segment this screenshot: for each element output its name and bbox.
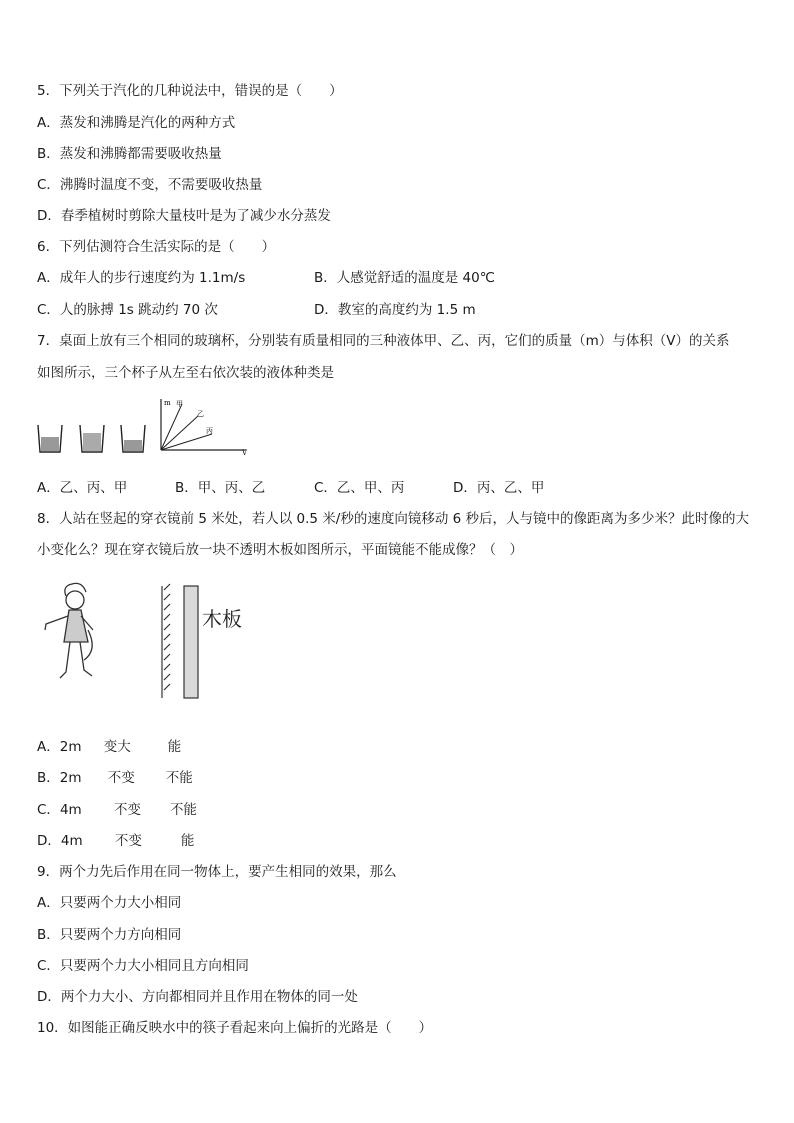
q8-c-img: 不能 [169, 802, 197, 818]
q7-option-b: B．甲、丙、乙 [175, 480, 266, 496]
q8-b-dist: 2m [59, 770, 82, 786]
graph-bing-label: 丙 [206, 427, 213, 435]
q9-option-b: B．只要两个力方向相同 [37, 927, 182, 943]
wooden-board [184, 586, 198, 698]
q8-stem-line2: 小变化么？现在穿衣镜后放一块不透明木板如图所示，平面镜能不能成像？（ ） [37, 542, 523, 558]
graph-jia-label: 甲 [176, 400, 183, 408]
q8-mirror-figure [40, 580, 260, 710]
q8-option-b [37, 769, 193, 787]
girl-figure [45, 583, 93, 678]
graph-yi-label: 乙 [197, 410, 204, 418]
mirror [162, 584, 170, 698]
graph-m-label: m [164, 399, 171, 407]
q8-c-dist: 4m [59, 802, 82, 818]
q7-mass-volume-graph [154, 396, 250, 456]
q8-b-letter: B． [37, 770, 60, 786]
q8-stem-line1: 8．人站在竖起的穿衣镜前 5 米处，若人以 0.5 米/秒的速度向镜移动 6 秒后，人与镜中的像距离为多少米？此时像的大 [37, 511, 750, 527]
q8-d-img: 能 [180, 833, 195, 849]
q8-option-c [37, 801, 197, 819]
q7-stem-line2: 如图所示，三个杯子从左至右依次装的液体种类是 [37, 365, 334, 381]
q8-a-size: 变大 [103, 739, 131, 755]
q10-stem: 10．如图能正确反映水中的筷子看起来向上偏折的光路是（ ） [37, 1020, 433, 1036]
graph-v-label: V [242, 449, 248, 456]
q5-option-a: A．蒸发和沸腾是汽化的两种方式 [37, 115, 236, 131]
q8-a-img: 能 [167, 739, 182, 755]
q9-option-c: C．只要两个力大小相同且方向相同 [37, 958, 249, 974]
q8-d-size: 不变 [114, 833, 142, 849]
q7-option-c: C．乙、甲、丙 [314, 480, 405, 496]
q5-stem: 5．下列关于汽化的几种说法中，错误的是（ ） [37, 83, 343, 99]
board-label: 木板 [202, 607, 242, 631]
q8-c-letter: C． [37, 802, 60, 818]
q7-option-a: A．乙、丙、甲 [37, 480, 128, 496]
q6-option-b: B．人感觉舒适的温度是 40℃ [314, 270, 495, 286]
q8-d-dist: 4m [60, 833, 83, 849]
q5-option-c: C．沸腾时温度不变，不需要吸收热量 [37, 177, 263, 193]
q8-option-a [37, 738, 181, 756]
q8-c-size: 不变 [113, 802, 141, 818]
q5-option-b: B．蒸发和沸腾都需要吸收热量 [37, 146, 222, 162]
q5-option-d: D．春季植树时剪除大量枝叶是为了减少水分蒸发 [37, 208, 331, 224]
q8-a-letter: A． [37, 739, 60, 755]
q7-option-d: D．丙、乙、甲 [453, 480, 545, 496]
q6-option-a: A．成年人的步行速度约为 1.1m/s [37, 270, 246, 286]
q8-b-img: 不能 [165, 770, 193, 786]
beaker-middle [80, 425, 104, 452]
q9-option-a: A．只要两个力大小相同 [37, 895, 182, 911]
q6-option-d: D．教室的高度约为 1.5 m [314, 302, 476, 318]
q8-b-size: 不变 [107, 770, 135, 786]
q8-d-letter: D． [37, 833, 61, 849]
beaker-right [121, 425, 145, 452]
q6-stem: 6．下列估测符合生活实际的是（ ） [37, 239, 276, 255]
q8-a-dist: 2m [59, 739, 82, 755]
q7-stem-line1: 7．桌面上放有三个相同的玻璃杯，分别装有质量相同的三种液体甲、乙、丙，它们的质量（m）与体积（V）的关系 [37, 333, 730, 349]
q9-option-d: D．两个力大小、方向都相同并且作用在物体的同一处 [37, 989, 358, 1005]
q6-option-c: C．人的脉搏 1s 跳动约 70 次 [37, 302, 218, 318]
q9-stem: 9．两个力先后作用在同一物体上，要产生相同的效果，那么 [37, 864, 397, 880]
q8-option-d [37, 832, 194, 850]
q7-beakers-figure [36, 420, 151, 456]
beaker-left [38, 425, 62, 452]
